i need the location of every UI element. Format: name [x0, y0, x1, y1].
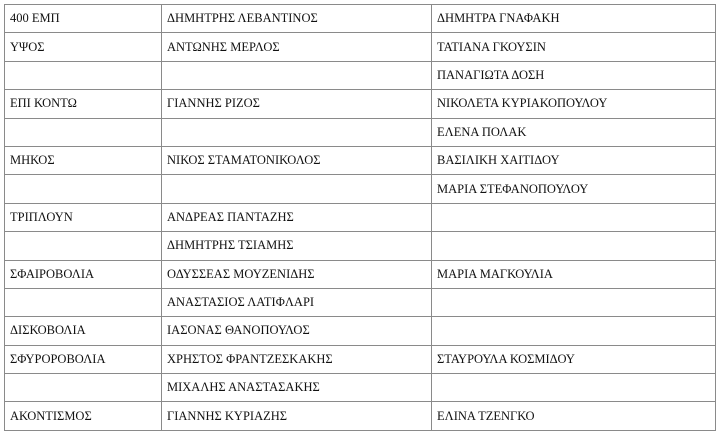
men-athlete-cell: ΔΗΜΗΤΡΗΣ ΤΣΙΑΜΗΣ	[162, 232, 432, 260]
table-row	[5, 90, 716, 118]
table-row	[5, 175, 716, 203]
men-athlete-cell	[162, 175, 432, 203]
men-athlete-cell: ΓΙΑΝΝΗΣ ΡΙΖΟΣ	[162, 90, 432, 118]
table-row	[5, 402, 716, 430]
table-row	[5, 232, 716, 260]
event-cell	[5, 175, 162, 203]
event-cell: ΑΚΟΝΤΙΣΜΟΣ	[5, 402, 162, 430]
men-athlete-cell: ΔΗΜΗΤΡΗΣ ΛΕΒΑΝΤΙΝΟΣ	[162, 5, 432, 33]
women-athlete-cell: ΠΑΝΑΓΙΩΤΑ ΔΟΣΗ	[432, 61, 716, 89]
men-athlete-cell: ΙΑΣΟΝΑΣ ΘΑΝΟΠΟΥΛΟΣ	[162, 317, 432, 345]
men-athlete-cell: ΝΙΚΟΣ ΣΤΑΜΑΤΟΝΙΚΟΛΟΣ	[162, 146, 432, 174]
event-cell	[5, 118, 162, 146]
event-cell: ΜΗΚΟΣ	[5, 146, 162, 174]
event-cell	[5, 288, 162, 316]
men-athlete-cell: ΑΝΔΡΕΑΣ ΠΑΝΤΑΖΗΣ	[162, 203, 432, 231]
women-athlete-cell: ΤΑΤΙΑΝΑ ΓΚΟΥΣΙΝ	[432, 33, 716, 61]
event-cell: ΣΦΑΙΡΟΒΟΛΙΑ	[5, 260, 162, 288]
event-cell: ΣΦΥΡΟΡΟΒΟΛΙΑ	[5, 345, 162, 373]
table-row	[5, 118, 716, 146]
women-athlete-cell: ΜΑΡΙΑ ΜΑΓΚΟΥΛΙΑ	[432, 260, 716, 288]
women-athlete-cell	[432, 232, 716, 260]
women-athlete-cell: ΜΑΡΙΑ ΣΤΕΦΑΝΟΠΟΥΛΟΥ	[432, 175, 716, 203]
men-athlete-cell: ΧΡΗΣΤΟΣ ΦΡΑΝΤΖΕΣΚΑΚΗΣ	[162, 345, 432, 373]
women-athlete-cell: ΕΛΙΝΑ ΤΖΕΝΓΚΟ	[432, 402, 716, 430]
women-athlete-cell: ΣΤΑΥΡΟΥΛΑ ΚΟΣΜΙΔΟΥ	[432, 345, 716, 373]
event-cell: ΕΠΙ ΚΟΝΤΩ	[5, 90, 162, 118]
athletes-table-body	[5, 5, 716, 431]
table-row	[5, 260, 716, 288]
women-athlete-cell: ΒΑΣΙΛΙΚΗ ΧΑΙΤΙΔΟΥ	[432, 146, 716, 174]
table-row	[5, 33, 716, 61]
event-cell: ΥΨΟΣ	[5, 33, 162, 61]
women-athlete-cell	[432, 374, 716, 402]
women-athlete-cell: ΔΗΜΗΤΡΑ ΓΝΑΦΑΚΗ	[432, 5, 716, 33]
men-athlete-cell	[162, 118, 432, 146]
event-cell: ΤΡΙΠΛΟΥΝ	[5, 203, 162, 231]
women-athlete-cell: ΝΙΚΟΛΕΤΑ ΚΥΡΙΑΚΟΠΟΥΛΟΥ	[432, 90, 716, 118]
men-athlete-cell: ΑΝΤΩΝΗΣ ΜΕΡΛΟΣ	[162, 33, 432, 61]
men-athlete-cell	[162, 61, 432, 89]
table-row	[5, 203, 716, 231]
table-row	[5, 374, 716, 402]
table-row	[5, 345, 716, 373]
table-row	[5, 5, 716, 33]
table-row	[5, 146, 716, 174]
men-athlete-cell: ΓΙΑΝΝΗΣ ΚΥΡΙΑΖΗΣ	[162, 402, 432, 430]
women-athlete-cell	[432, 203, 716, 231]
event-cell	[5, 232, 162, 260]
table-row	[5, 288, 716, 316]
women-athlete-cell	[432, 288, 716, 316]
table-row	[5, 317, 716, 345]
women-athlete-cell	[432, 317, 716, 345]
event-cell	[5, 61, 162, 89]
men-athlete-cell: ΑΝΑΣΤΑΣΙΟΣ ΛΑΤΙΦΛΑΡΙ	[162, 288, 432, 316]
table-row	[5, 61, 716, 89]
women-athlete-cell: ΕΛΕΝΑ ΠΟΛΑΚ	[432, 118, 716, 146]
event-cell: ΔΙΣΚΟΒΟΛΙΑ	[5, 317, 162, 345]
men-athlete-cell: ΟΔΥΣΣΕΑΣ ΜΟΥΖΕΝΙΔΗΣ	[162, 260, 432, 288]
athletes-table	[4, 4, 716, 431]
event-cell	[5, 374, 162, 402]
event-cell: 400 ΕΜΠ	[5, 5, 162, 33]
men-athlete-cell: ΜΙΧΑΛΗΣ ΑΝΑΣΤΑΣΑΚΗΣ	[162, 374, 432, 402]
